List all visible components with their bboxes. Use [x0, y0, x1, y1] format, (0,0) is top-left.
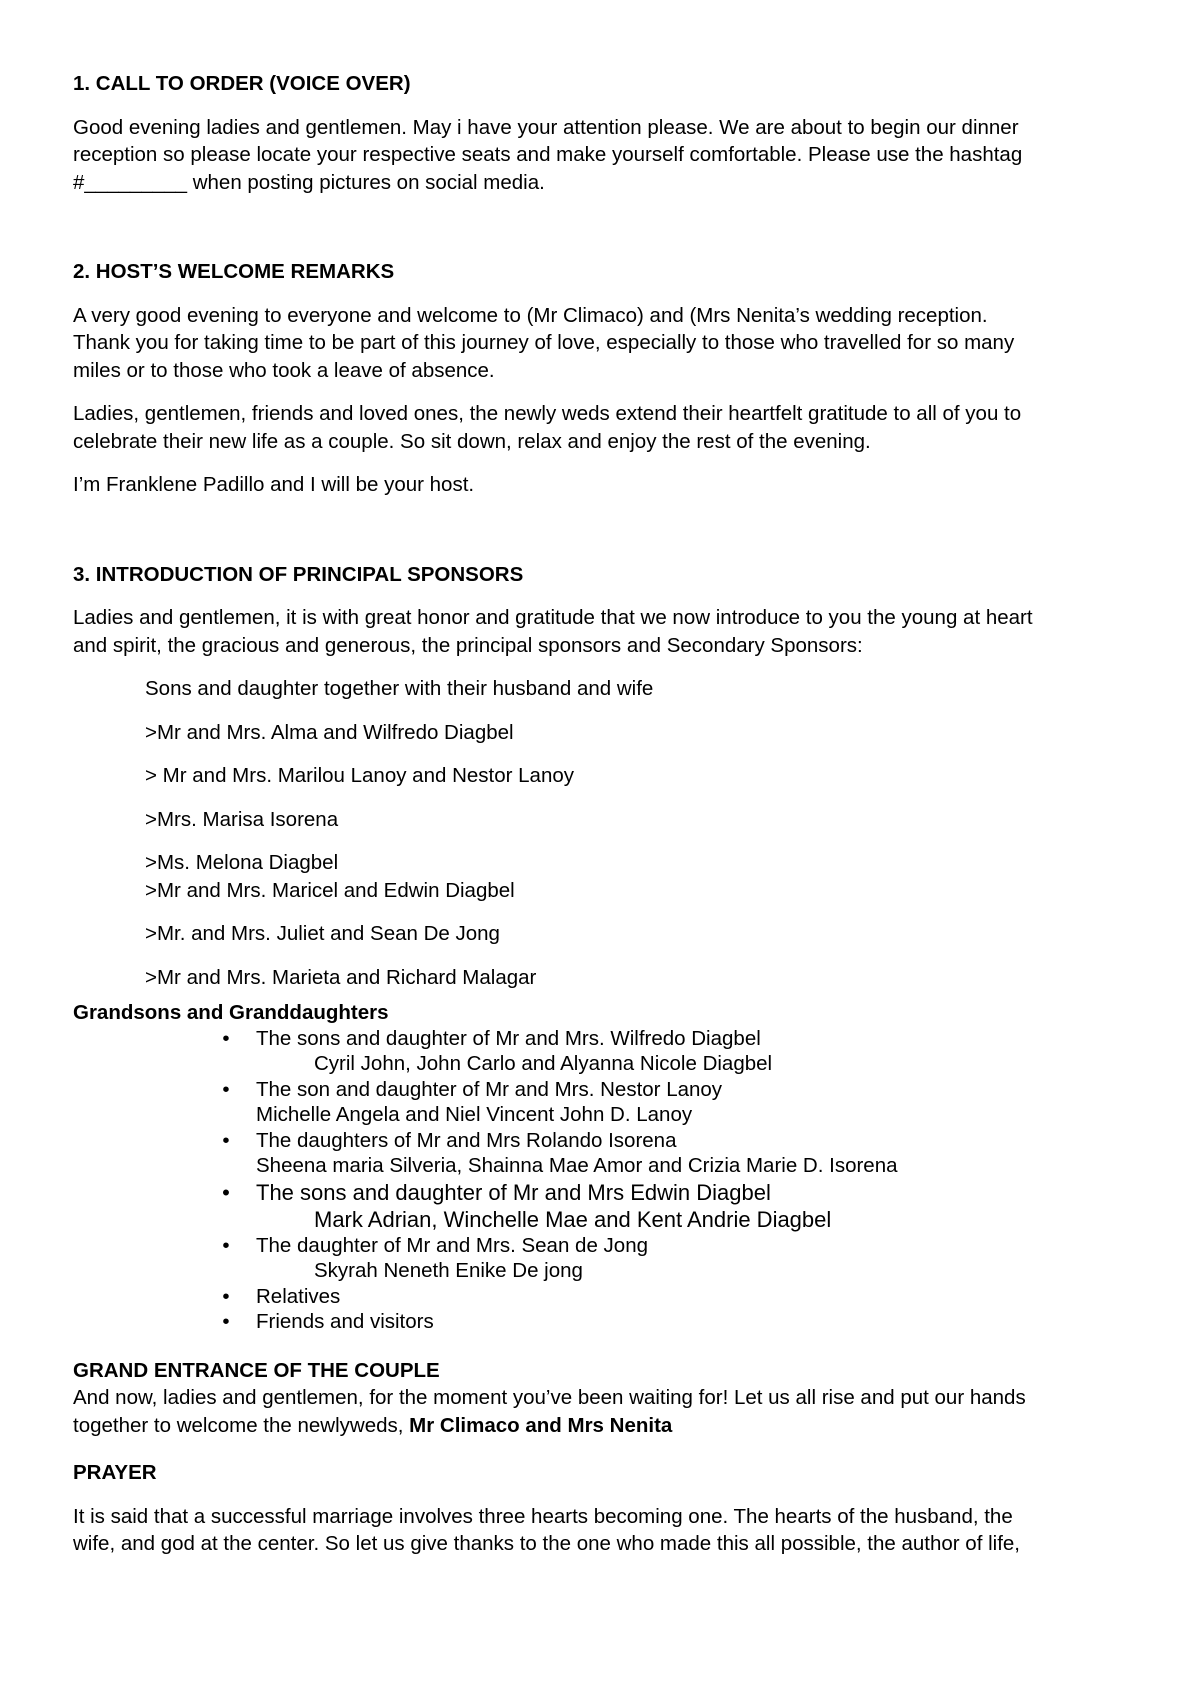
section-heading-host-welcome: 2. HOST’S WELCOME REMARKS	[73, 260, 395, 283]
section-heading-principal-sponsors: 3. INTRODUCTION OF PRINCIPAL SPONSORS	[73, 562, 524, 586]
list-item-names: Michelle Angela and Niel Vincent John D. Lanoy	[256, 1103, 693, 1126]
couple-names: Mr Climaco and Mrs Nenita	[409, 1413, 673, 1437]
prayer-line: It is said that a successful marriage involves three hearts becoming one. The hearts of the husband, the	[73, 1504, 1013, 1528]
list-item-label: The sons and daughter of Mr and Mrs. Wilfredo Diagbel	[256, 1026, 761, 1050]
call-to-order-line: reception so please locate your respective seats and make yourself comfortable. Please use the hashtag	[73, 143, 1023, 166]
prayer-line: wife, and god at the center. So let us give thanks to the one who made this all possible, the author of life,	[73, 1532, 1021, 1555]
host-welcome-line: Thank you for taking time to be part of this journey of love, especially to those who travelled for so many	[73, 331, 1015, 354]
grandchildren-list	[73, 1026, 1153, 1335]
bullet-icon: •	[222, 1233, 230, 1257]
bullet-icon: •	[222, 1310, 230, 1333]
list-item-label: The daughters of Mr and Mrs Rolando Isorena	[256, 1128, 677, 1152]
grandchildren-heading: Grandsons and Granddaughters	[73, 1001, 389, 1024]
host-welcome-line: A very good evening to everyone and welcome to (Mr Climaco) and (Mrs Nenita’s wedding reception.	[73, 303, 988, 327]
list-item	[73, 1233, 1153, 1284]
section-heading-call-to-order: 1. CALL TO ORDER (VOICE OVER)	[73, 72, 411, 95]
bullet-icon: •	[222, 1128, 230, 1152]
bullet-icon: •	[222, 1077, 230, 1101]
bullet-icon: •	[222, 1284, 230, 1308]
list-item-names: Skyrah Neneth Enike De jong	[314, 1259, 583, 1282]
list-item	[73, 1309, 1153, 1335]
list-item-label: The daughter of Mr and Mrs. Sean de Jong	[256, 1233, 649, 1257]
call-to-order-line: #_________ when posting pictures on social media.	[73, 170, 545, 194]
grand-entrance-line	[73, 1412, 1153, 1440]
list-item-names: Mark Adrian, Winchelle Mae and Kent Andrie Diagbel	[314, 1206, 832, 1232]
host-introduction: I’m Franklene Padillo and I will be your host.	[73, 473, 475, 496]
bullet-icon: •	[222, 1026, 230, 1050]
sponsors-intro-line: Ladies and gentlemen, it is with great honor and gratitude that we now introduce to you the young at heart	[73, 606, 1033, 629]
list-item-label: The son and daughter of Mr and Mrs. Nestor Lanoy	[256, 1077, 723, 1101]
list-item	[73, 1179, 1153, 1233]
sponsor-item: Sons and daughter together with their husband and wife	[145, 677, 654, 700]
list-item-label: Relatives	[256, 1284, 341, 1308]
list-item	[73, 1128, 1153, 1179]
sponsor-item: > Mr and Mrs. Marilou Lanoy and Nestor Lanoy	[145, 764, 574, 787]
host-welcome-line: celebrate their new life as a couple. So sit down, relax and enjoy the rest of the evening.	[73, 429, 871, 453]
bullet-icon: •	[222, 1179, 230, 1205]
list-item-label: The sons and daughter of Mr and Mrs Edwin Diagbel	[256, 1179, 771, 1205]
list-item-names: Cyril John, John Carlo and Alyanna Nicole Diagbel	[314, 1052, 773, 1075]
list-item	[73, 1284, 1153, 1310]
host-welcome-line: miles or to those who took a leave of absence.	[73, 358, 495, 382]
grand-entrance-heading: GRAND ENTRANCE OF THE COUPLE	[73, 1358, 440, 1382]
grand-entrance-text: together to welcome the newlyweds,	[73, 1413, 410, 1437]
list-item	[73, 1077, 1153, 1128]
host-welcome-line: Ladies, gentlemen, friends and loved ones, the newly weds extend their heartfelt gratitude to all of you to	[73, 402, 1022, 425]
sponsor-item: >Mr and Mrs. Maricel and Edwin Diagbel	[145, 878, 515, 902]
sponsor-item: >Mrs. Marisa Isorena	[145, 807, 339, 831]
sponsor-item: >Mr and Mrs. Alma and Wilfredo Diagbel	[145, 720, 514, 744]
call-to-order-line: Good evening ladies and gentlemen. May i have your attention please. We are about to begin our dinner	[73, 115, 1019, 139]
sponsor-item: >Mr. and Mrs. Juliet and Sean De Jong	[145, 922, 500, 945]
list-item-names: Sheena maria Silveria, Shainna Mae Amor and Crizia Marie D. Isorena	[256, 1154, 898, 1177]
sponsors-intro-line: and spirit, the gracious and generous, the principal sponsors and Secondary Sponsors:	[73, 633, 863, 657]
prayer-heading: PRAYER	[73, 1461, 157, 1484]
grand-entrance-line: And now, ladies and gentlemen, for the moment you’ve been waiting for! Let us all rise and put our hands	[73, 1386, 1026, 1409]
list-item-label: Friends and visitors	[256, 1310, 434, 1333]
document-body	[73, 70, 1153, 1558]
sponsor-item: >Ms. Melona Diagbel	[145, 851, 339, 874]
sponsor-item: >Mr and Mrs. Marieta and Richard Malagar	[145, 965, 537, 989]
list-item	[73, 1026, 1153, 1077]
